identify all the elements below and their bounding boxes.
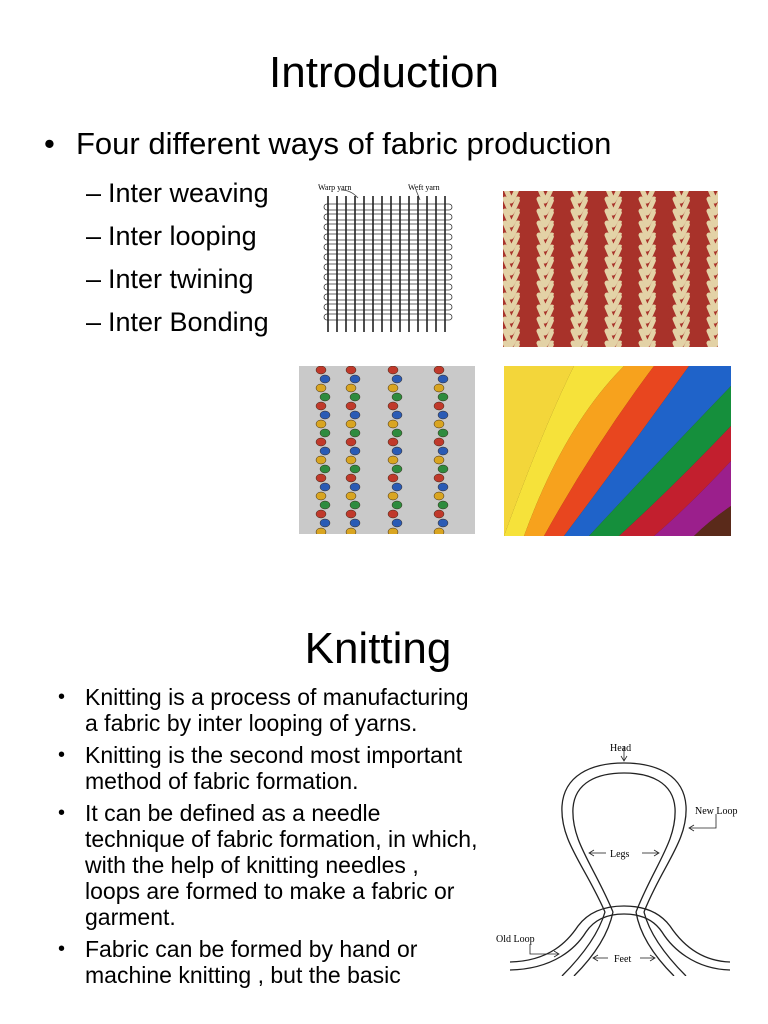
braided-cord-photo (299, 366, 475, 534)
sub-item-weaving: – Inter weaving (86, 178, 269, 208)
knit-loop-diagram (490, 736, 752, 976)
bullet-marker: • (44, 126, 55, 161)
sub-item-looping: – Inter looping (86, 221, 257, 251)
slide-title-knitting: Knitting (304, 624, 452, 673)
new-loop-label: New Loop (695, 806, 738, 817)
legs-label: Legs (610, 849, 630, 860)
slide-title-introduction: Introduction (269, 48, 499, 97)
feet-label: Feet (614, 954, 632, 965)
head-label: Head (610, 743, 632, 754)
list-item: • Knitting is the second most important method of fabric formation. (58, 742, 463, 794)
list-item: • Knitting is a process of manufacturing a fabric by inter looping of yarns. (58, 684, 469, 736)
sub-item-twining: – Inter twining (86, 264, 254, 294)
warp-yarn-label: Warp yarn (318, 183, 352, 192)
main-bullet-text: Four different ways of fabric production (76, 126, 612, 161)
knit-fabric-photo (503, 191, 718, 347)
bonded-felt-photo (504, 366, 731, 536)
knitting-bullet-list (58, 684, 478, 994)
list-item: • It can be defined as a needle technique of fabric formation, in which, with the help of knitting needles , loops are formed to make a fabric or garment. (58, 800, 478, 930)
woven-fabric-diagram (316, 180, 458, 336)
old-loop-label: Old Loop (496, 934, 535, 945)
sub-item-bonding: – Inter Bonding (86, 307, 269, 337)
list-item: • Fabric can be formed by hand or machine knitting , but the basic (58, 936, 418, 988)
main-bullet (44, 126, 611, 162)
weft-yarn-label: Weft yarn (408, 183, 440, 192)
